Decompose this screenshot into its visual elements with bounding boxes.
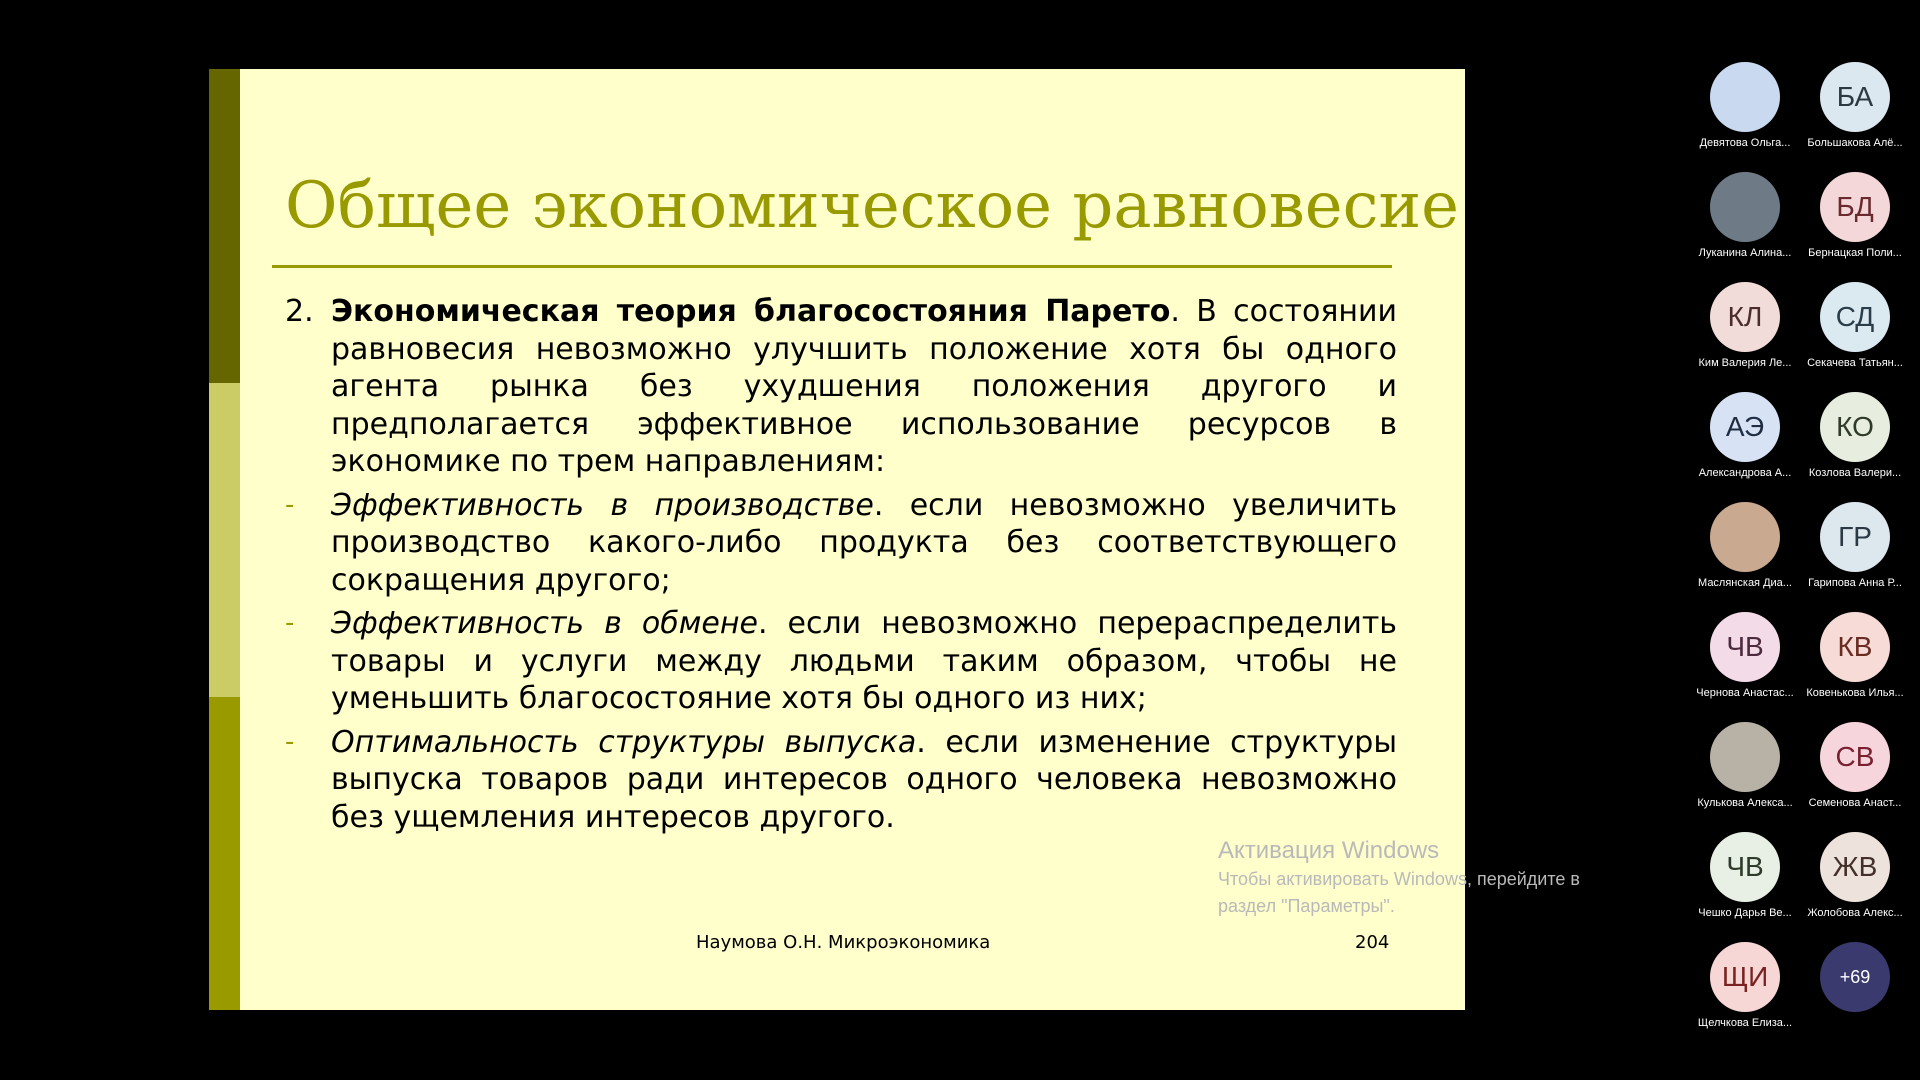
- participant-tile[interactable]: [1690, 502, 1800, 589]
- intro-bold-text: Экономическая теория благосостояния Парето: [331, 294, 1171, 329]
- avatar: КО: [1820, 392, 1890, 462]
- participant-tile[interactable]: [1800, 392, 1910, 479]
- intro-text: . В состоянии равновесия невозможно улучшить положение хотя бы одного агента рынка без ухудшения положения другого и предполагается эффективное использование ресурсов в экономике по трем направлениям:: [331, 294, 1397, 479]
- bullet-italic-text: Оптимальность структуры выпуска: [331, 724, 917, 760]
- participant-name: Чешко Дарья Ве...: [1698, 907, 1792, 919]
- slide-accent-bar: [209, 697, 240, 1010]
- avatar: СД: [1820, 282, 1890, 352]
- participant-name: Девятова Ольга...: [1699, 137, 1791, 149]
- participant-name: Луканина Алина...: [1698, 247, 1792, 259]
- participant-name: Большакова Алё...: [1807, 137, 1903, 149]
- windows-activation-watermark: [1218, 836, 1618, 920]
- watermark-line: Чтобы активировать Windows, перейдите в: [1218, 869, 1580, 889]
- avatar: КЛ: [1710, 282, 1780, 352]
- participant-name: Щелчкова Елиза...: [1697, 1017, 1793, 1029]
- participant-name: Жолобова Алекс...: [1807, 907, 1903, 919]
- bullet-text: . если изменение структуры выпуска товаров ради интересов одного человека невозможно без ущемления интересов другого.: [331, 724, 1398, 835]
- bullet-item: [285, 724, 1397, 837]
- participant-tile[interactable]: [1800, 502, 1910, 589]
- slide-page-number: 204: [1355, 932, 1390, 953]
- bullet-item: [285, 487, 1397, 600]
- avatar: ЩИ: [1710, 942, 1780, 1012]
- participant-name: Маслянская Диа...: [1698, 577, 1792, 589]
- participant-tile[interactable]: [1690, 612, 1800, 699]
- dash-marker: -: [285, 726, 295, 757]
- watermark-line: раздел "Параметры".: [1218, 896, 1395, 916]
- participant-tile[interactable]: [1690, 282, 1800, 369]
- avatar: ЖВ: [1820, 832, 1890, 902]
- bullet-item: [285, 605, 1397, 718]
- participant-name: Бернацкая Поли...: [1808, 247, 1902, 259]
- more-participants-button[interactable]: +69: [1820, 942, 1890, 1012]
- bullet-text: . если невозможно увеличить производство какого-либо продукта без соответствующего сокращения другого;: [331, 487, 1398, 598]
- dash-marker: -: [285, 489, 295, 520]
- participant-name: Чернова Анастас...: [1696, 687, 1794, 699]
- participant-tile[interactable]: [1690, 172, 1800, 259]
- avatar: ГР: [1820, 502, 1890, 572]
- intro-paragraph: [285, 293, 1397, 481]
- participant-tile[interactable]: [1690, 722, 1800, 809]
- dash-marker: -: [285, 608, 295, 638]
- avatar: ЧВ: [1710, 832, 1780, 902]
- avatar: [1710, 172, 1780, 242]
- item-number: 2.: [285, 294, 314, 329]
- participant-tile[interactable]: [1690, 832, 1800, 919]
- participant-tile[interactable]: [1800, 722, 1910, 809]
- participant-tile[interactable]: [1800, 942, 1910, 1017]
- avatar: [1710, 502, 1780, 572]
- avatar: СВ: [1820, 722, 1890, 792]
- participant-name: Гарипова Анна Р...: [1808, 577, 1902, 589]
- participant-name: Козлова Валери...: [1808, 467, 1902, 479]
- participant-tile[interactable]: [1800, 62, 1910, 149]
- slide-title: Общее экономическое равновесие: [285, 169, 1459, 243]
- avatar: БД: [1820, 172, 1890, 242]
- avatar: АЭ: [1710, 392, 1780, 462]
- bullet-italic-text: Эффективность в производстве: [331, 487, 874, 523]
- participant-tile[interactable]: [1690, 942, 1800, 1029]
- avatar: КВ: [1820, 612, 1890, 682]
- bullet-italic-text: Эффективность в обмене: [331, 606, 758, 641]
- slide-footer-author: Наумова О.Н. Микроэкономика: [696, 932, 991, 953]
- bullet-text: . если невозможно перераспределить товары и услуги между людьми таким образом, чтобы не уменьшить благосостояние хотя бы одного из них;: [331, 606, 1397, 716]
- title-underline: [272, 265, 1392, 268]
- avatar: [1710, 62, 1780, 132]
- slide-accent-bar: [209, 69, 240, 383]
- participant-name: Ким Валерия Ле...: [1698, 357, 1792, 369]
- slide-body: [285, 293, 1397, 842]
- avatar: БА: [1820, 62, 1890, 132]
- participant-name: Секачева Татьян...: [1807, 357, 1903, 369]
- participant-name: Семенова Анаст...: [1808, 797, 1902, 809]
- participant-tile[interactable]: [1690, 62, 1800, 149]
- slide-accent-bar: [209, 383, 240, 697]
- participant-tile[interactable]: [1800, 612, 1910, 699]
- watermark-title: Активация Windows: [1218, 837, 1440, 864]
- participant-name: Ковенькова Илья...: [1806, 687, 1904, 699]
- avatar: ЧВ: [1710, 612, 1780, 682]
- participant-name: Александрова А...: [1698, 467, 1792, 479]
- participant-name: Кулькова Алекса...: [1697, 797, 1793, 809]
- participant-tile[interactable]: [1690, 392, 1800, 479]
- avatar: [1710, 722, 1780, 792]
- participant-tile[interactable]: [1800, 172, 1910, 259]
- participant-tile[interactable]: [1800, 282, 1910, 369]
- participant-tile[interactable]: [1800, 832, 1910, 919]
